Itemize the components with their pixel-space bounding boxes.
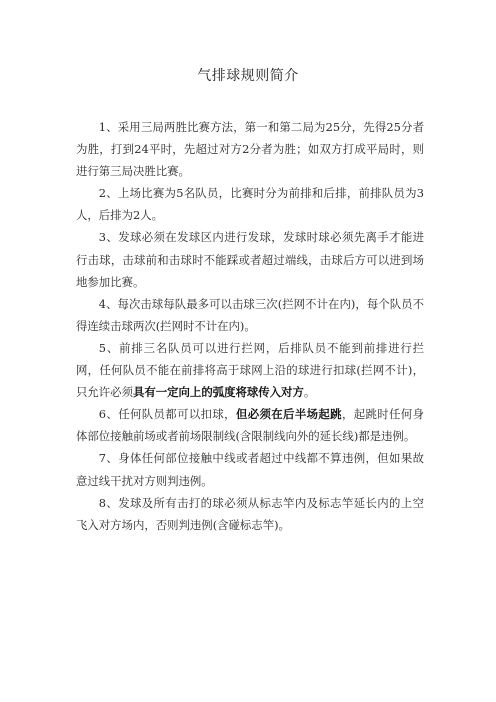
paragraph-text: 7、身体任何部位接触中线或者超过中线都不算违例，但如果故意过线干扰对方则判违例。 bbox=[76, 451, 424, 488]
rule-paragraph bbox=[76, 403, 424, 447]
rule-paragraph bbox=[76, 337, 424, 403]
document-body bbox=[76, 116, 424, 536]
paragraph-text: 2、上场比赛为5名队员，比赛时分为前排和后排，前排队员为3人，后排为2人。 bbox=[76, 186, 424, 223]
document-title: 气排球规则简介 bbox=[197, 68, 299, 84]
rule-paragraph bbox=[76, 182, 424, 226]
paragraph-text: 。 bbox=[303, 385, 316, 400]
rule-paragraph bbox=[76, 293, 424, 337]
emphasized-text: 具有一定向上的弧度将球传入对方 bbox=[132, 385, 304, 400]
paragraph-text: 8、发球及所有击打的球必须从标志竿内及标志竿延长内的上空飞入对方场内，否则判违例(含碰标志竿)。 bbox=[76, 495, 424, 532]
paragraph-text: 6、任何队员都可以扣球， bbox=[98, 407, 236, 422]
paragraph-text: 1、采用三局两胜比赛方法，第一和第二局为25分，先得25分者为胜，打到24平时，先超过对方2分者为胜；如双方打成平局时，则进行第三局决胜比赛。 bbox=[76, 120, 424, 179]
paragraph-text: 5、前排三名队员可以进行拦网，后排队员不能到前排进行拦网，任何队员不能在前排将高于球网上沿的球进行扣球(拦网不计)，只允许必须 bbox=[76, 340, 424, 400]
rule-paragraph bbox=[76, 226, 424, 292]
paragraph-text: ，起跳时任何身体部位接触前场或者前场限制线(含限制线向外的延长线)都是违例。 bbox=[76, 407, 424, 444]
rule-paragraph bbox=[76, 116, 424, 182]
paragraph-text: 4、每次击球每队最多可以击球三次(拦网不计在内)，每个队员不得连续击球两次(拦网时不计在内)。 bbox=[76, 296, 424, 333]
emphasized-text: 但必须在后半场起跳 bbox=[235, 407, 342, 422]
rule-paragraph bbox=[76, 447, 424, 491]
rule-paragraph bbox=[76, 492, 424, 536]
paragraph-text: 3、发球必须在发球区内进行发球，发球时球必须先离手才能进行击球，击球前和击球时不能踩或者超过端线，击球后方可以进到场地参加比赛。 bbox=[76, 230, 424, 289]
